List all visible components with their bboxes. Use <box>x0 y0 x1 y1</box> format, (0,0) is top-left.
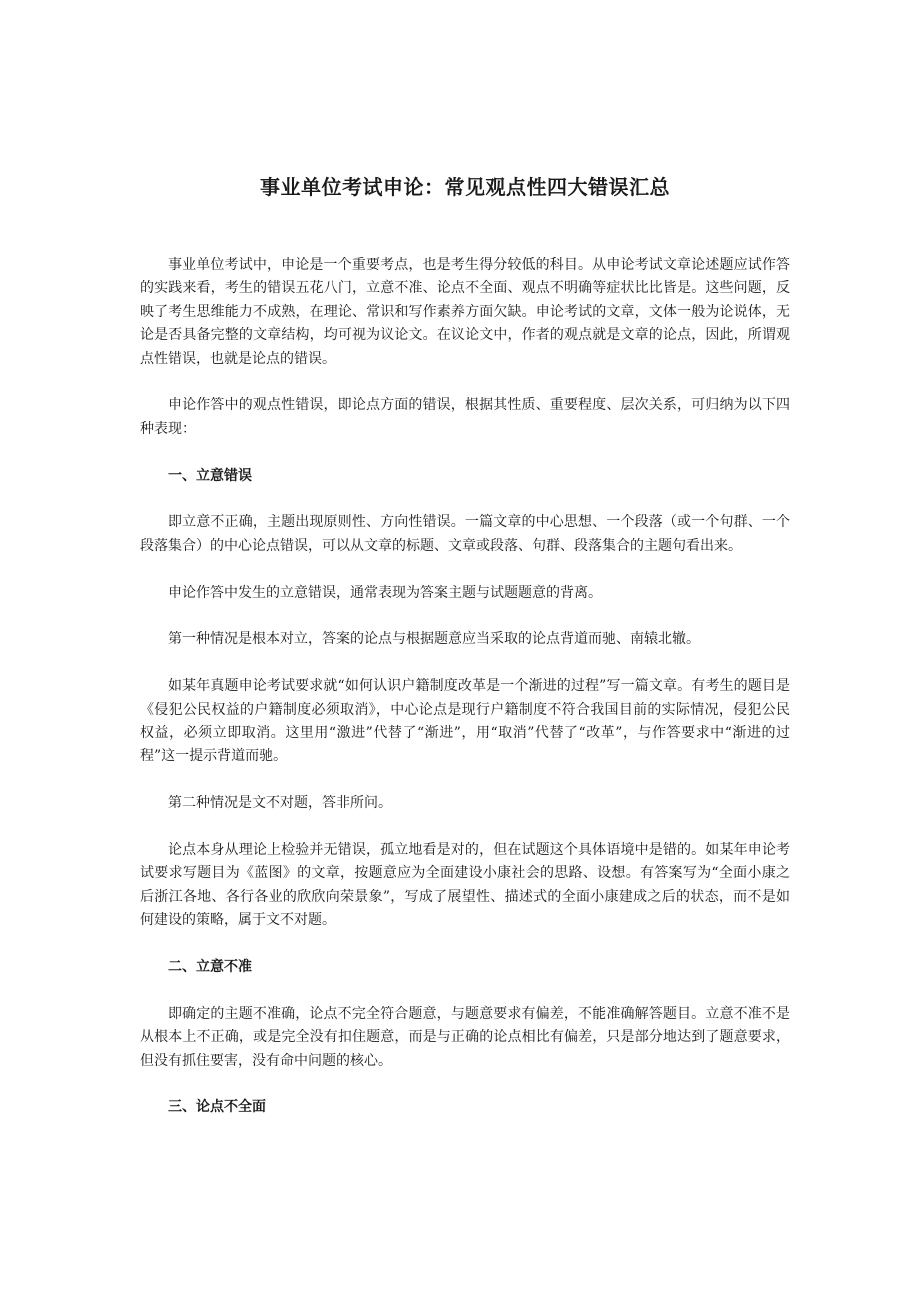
section-heading-1: 一、立意错误 <box>168 467 252 484</box>
paragraph-example-2: 论点本身从理论上检验并无错误，孤立地看是对的，但在试题这个具体语境中是错的。如某年申论考试要求写题目为《蓝图》的文章，按题意应为全面建设小康社会的思路、设想。有答案写为“全面小康之后浙江各地、各行各业的欣欣向荣景象”，写成了展望性、描述式的全面小康建成之后的状态，而不是如何建设的策略，属于文不对题。 <box>140 842 790 929</box>
paragraph-definition-1: 即立意不正确，主题出现原则性、方向性错误。一篇文章的中心思想、一个段落（或一个句群、一个段落集合）的中心论点错误，可以从文章的标题、文章或段落、句群、段落集合的主题句看出来。 <box>140 514 790 554</box>
document-page <box>140 0 790 1302</box>
section-heading-3: 三、论点不全面 <box>168 1099 266 1116</box>
paragraph-example-1: 如某年真题申论考试要求就“如何认识户籍制度改革是一个渐进的过程”写一篇文章。有考生的题目是《侵犯公民权益的户籍制度必须取消》，中心论点是现行户籍制度不符合我国目前的实际情况，侵犯公民权益，必须立即取消。这里用“激进”代替了“渐进”，用“取消”代替了“改革”，与作答要求中“渐进的过程”这一提示背道而驰。 <box>140 678 790 765</box>
paragraph-manifestation: 申论作答中发生的立意错误，通常表现为答案主题与试题题意的背离。 <box>168 584 602 601</box>
paragraph-intro: 事业单位考试中，申论是一个重要考点，也是考生得分较低的科目。从申论考试文章论述题应试作答的实践来看，考生的错误五花八门，立意不准、论点不全面、观点不明确等症状比比皆是。这些问题，反映了考生思维能力不成熟，在理论、常识和写作素养方面欠缺。申论考试的文章，文体一般为论说体，无论是否具备完整的文章结构，均可视为议论文。在议论文中，作者的观点就是文章的论点，因此，所谓观点性错误，也就是论点的错误。 <box>140 257 790 367</box>
paragraph-case-1: 第一种情况是根本对立，答案的论点与根据题意应当采取的论点背道而驰、南辕北辙。 <box>168 631 700 648</box>
paragraph-definition-2: 即确定的主题不准确，论点不完全符合题意，与题意要求有偏差，不能准确解答题目。立意不准不是从根本上不正确，或是完全没有扣住题意，而是与正确的论点相比有偏差，只是部分地达到了题意要求，但没有抓住要害，没有命中问题的核心。 <box>140 1005 790 1069</box>
document-title: 事业单位考试申论：常见观点性四大错误汇总 <box>260 175 670 199</box>
paragraph-case-2: 第二种情况是文不对题，答非所问。 <box>168 795 392 812</box>
section-heading-2: 二、立意不准 <box>168 959 252 976</box>
paragraph-overview: 申论作答中的观点性错误，即论点方面的错误，根据其性质、重要程度、层次关系，可归纳为以下四种表现： <box>140 397 790 437</box>
document-body <box>140 254 790 1143</box>
